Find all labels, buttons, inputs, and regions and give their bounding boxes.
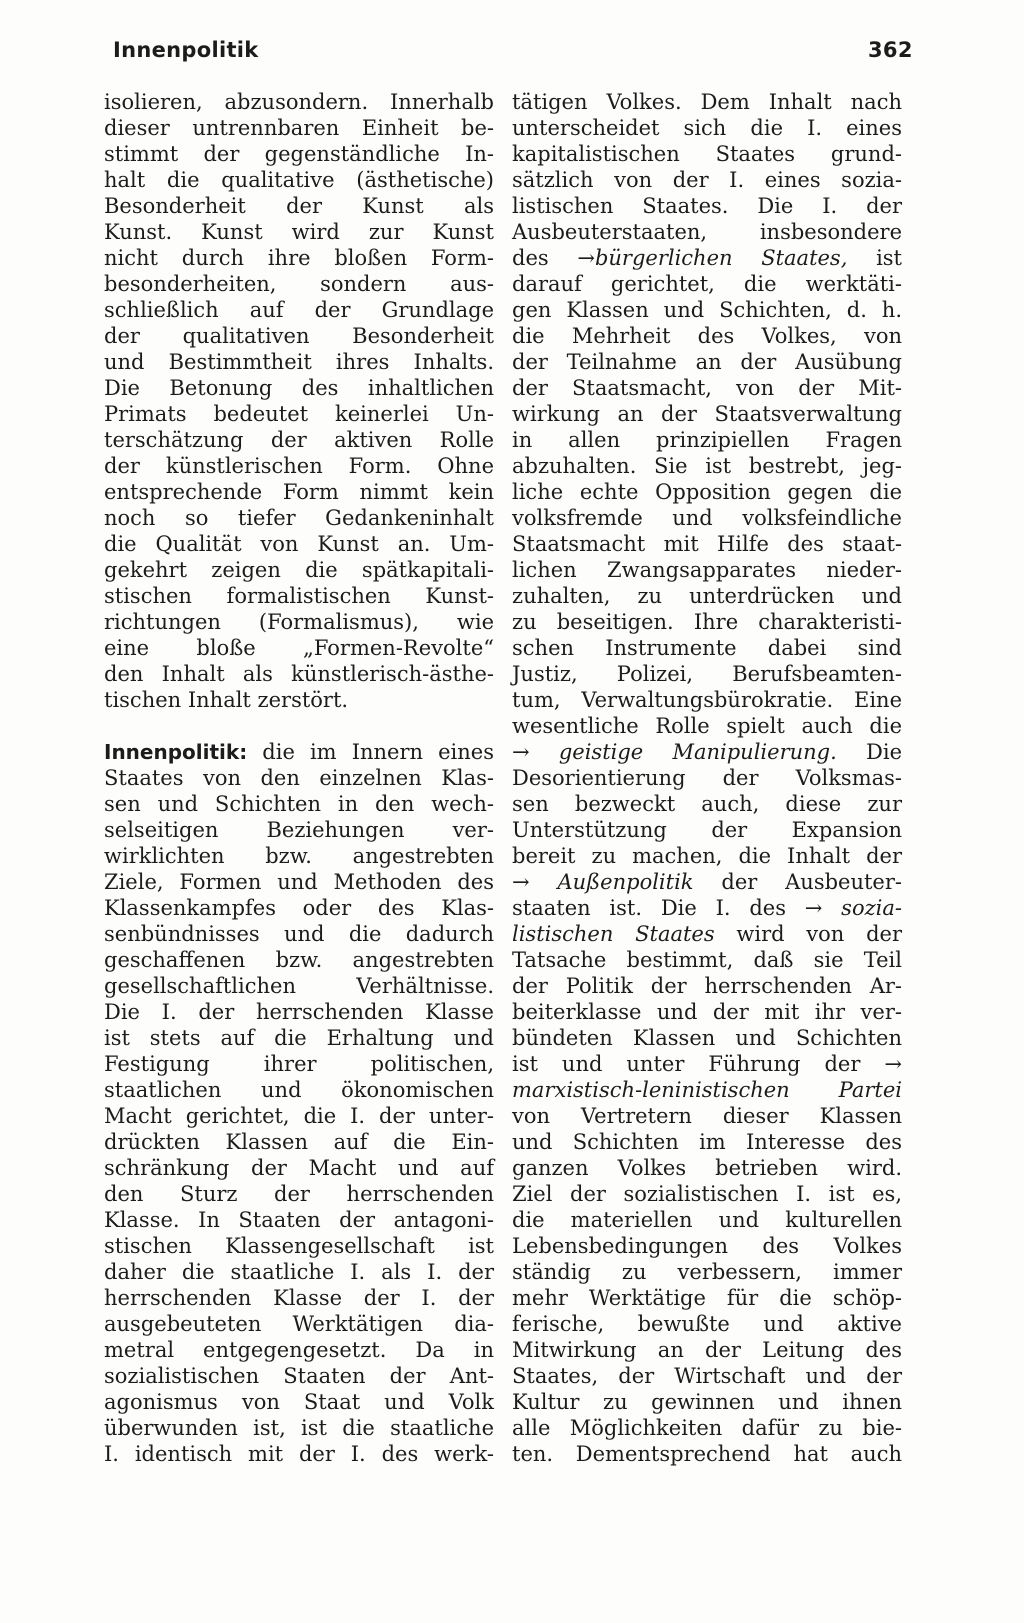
text-line: alle Möglichkeiten dafür zu bie- bbox=[512, 1416, 902, 1440]
text-line: überwunden ist, ist die staatliche bbox=[104, 1416, 494, 1440]
text-line: lichen Zwangsapparates nieder- bbox=[512, 558, 902, 582]
cross-reference-term: marxistisch-leninistischen Partei bbox=[512, 1078, 902, 1102]
text-line: und Bestimmtheit ihres Inhalts. bbox=[104, 350, 494, 374]
text-line: den Sturz der herrschenden bbox=[104, 1182, 494, 1206]
text-line: Primats bedeutet keinerlei Un- bbox=[104, 402, 494, 426]
text-line bbox=[512, 739, 902, 765]
text-line: ferische, bewußte und aktive bbox=[512, 1312, 902, 1336]
text-line: isolieren, abzusondern. Innerhalb bbox=[104, 90, 494, 114]
cross-reference-term: bürgerlichen Staates, bbox=[594, 246, 848, 270]
entry-keyword: Innenpolitik: bbox=[104, 740, 248, 764]
text-line: tischen Inhalt zerstört. bbox=[104, 688, 349, 712]
text-line: entsprechende Form nimmt kein bbox=[104, 480, 494, 504]
text-line: der Staatsmacht, von der Mit- bbox=[512, 376, 902, 400]
cross-reference-term: listischen Staates bbox=[512, 922, 715, 946]
text-line: den Inhalt als künstlerisch-ästhe- bbox=[104, 662, 494, 686]
text-line: Macht gerichtet, die I. der unter- bbox=[104, 1104, 494, 1128]
text-line: Klassenkampfes oder des Klas- bbox=[104, 896, 494, 920]
text-line: Lebensbedingungen des Volkes bbox=[512, 1234, 902, 1258]
text-line: listischen Staates. Die I. der bbox=[512, 194, 902, 218]
text-line bbox=[512, 1051, 902, 1077]
text-line: drückten Klassen auf die Ein- bbox=[104, 1130, 494, 1154]
text-line bbox=[512, 869, 902, 895]
text-line: wirklichten bzw. angestrebten bbox=[104, 844, 494, 868]
text-span: staaten ist. Die I. des bbox=[512, 896, 805, 920]
text-line: die Qualität von Kunst an. Um- bbox=[104, 532, 494, 556]
entry-first-line bbox=[104, 739, 494, 765]
text-line: noch so tiefer Gedankeninhalt bbox=[104, 506, 494, 530]
text-line: sen und Schichten in den wech- bbox=[104, 792, 494, 816]
text-line: die Mehrheit des Volkes, von bbox=[512, 324, 902, 348]
text-line: Mitwirkung an der Leitung des bbox=[512, 1338, 902, 1362]
text-line: die materiellen und kulturellen bbox=[512, 1208, 902, 1232]
text-line: sozialistischen Staaten der Ant- bbox=[104, 1364, 494, 1388]
text-line: Kultur zu gewinnen und ihnen bbox=[512, 1390, 902, 1414]
text-line: Staates, der Wirtschaft und der bbox=[512, 1364, 902, 1388]
running-head-title: Innenpolitik bbox=[113, 38, 259, 62]
text-line: bündeten Klassen und Schichten bbox=[512, 1026, 902, 1050]
text-line: der künstlerischen Form. Ohne bbox=[104, 454, 494, 478]
text-line: der Politik der herrschenden Ar- bbox=[512, 974, 902, 998]
cross-reference-term: sozia- bbox=[822, 896, 902, 920]
right-column bbox=[512, 89, 902, 1467]
text-line: sätzlich von der I. eines sozia- bbox=[512, 168, 902, 192]
text-line: abzuhalten. Sie ist bestrebt, jeg- bbox=[512, 454, 902, 478]
text-line: ausgebeuteten Werktätigen dia- bbox=[104, 1312, 494, 1336]
text-line: stischen formalistischen Kunst- bbox=[104, 584, 494, 608]
text-line: ganzen Volkes betrieben wird. bbox=[512, 1156, 902, 1180]
text-line: und Schichten im Interesse des bbox=[512, 1130, 902, 1154]
text-line: senbündnisses und die dadurch bbox=[104, 922, 494, 946]
text-line: schränkung der Macht und auf bbox=[104, 1156, 494, 1180]
text-line: tätigen Volkes. Dem Inhalt nach bbox=[512, 90, 902, 114]
text-span: Die bbox=[836, 740, 902, 764]
text-line: ständig zu verbessern, immer bbox=[512, 1260, 902, 1284]
text-line: sen bezweckt auch, diese zur bbox=[512, 792, 902, 816]
cross-reference-term: Außenpolitik bbox=[529, 870, 694, 894]
text-line: stischen Klassengesellschaft ist bbox=[104, 1234, 494, 1258]
text-line: Desorientierung der Volksmas- bbox=[512, 766, 902, 790]
cross-reference-arrow: → bbox=[512, 870, 530, 894]
text-span: der Ausbeuter- bbox=[693, 870, 902, 894]
text-line: terschätzung der aktiven Rolle bbox=[104, 428, 494, 452]
text-line: Besonderheit der Kunst als bbox=[104, 194, 494, 218]
text-line: schließlich auf der Grundlage bbox=[104, 298, 494, 322]
text-line: agonismus von Staat und Volk bbox=[104, 1390, 494, 1414]
text-line: Kunst. Kunst wird zur Kunst bbox=[104, 220, 494, 244]
text-line: Die I. der herrschenden Klasse bbox=[104, 1000, 494, 1024]
text-line: Tatsache bestimmt, daß sie Teil bbox=[512, 948, 902, 972]
text-line: dieser untrennbaren Einheit be- bbox=[104, 116, 494, 140]
text-line: geschaffenen bzw. angestrebten bbox=[104, 948, 494, 972]
text-line: zuhalten, zu unterdrücken und bbox=[512, 584, 902, 608]
text-line: in allen prinzipiellen Fragen bbox=[512, 428, 902, 452]
text-line: Ziel der sozialistischen I. ist es, bbox=[512, 1182, 902, 1206]
text-line bbox=[512, 921, 902, 947]
text-line bbox=[512, 895, 902, 921]
text-line: selseitigen Beziehungen ver- bbox=[104, 818, 494, 842]
text-line: unterscheidet sich die I. eines bbox=[512, 116, 902, 140]
cross-reference-term: geistige Manipulierung. bbox=[529, 740, 837, 764]
text-line: von Vertretern dieser Klassen bbox=[512, 1104, 902, 1128]
text-line: herrschenden Klasse der I. der bbox=[104, 1286, 494, 1310]
text-line: der Teilnahme an der Ausübung bbox=[512, 350, 902, 374]
text-span: die im Innern eines bbox=[247, 740, 494, 764]
text-line: ten. Dementsprechend hat auch bbox=[512, 1442, 902, 1466]
text-line: staatlichen und ökonomischen bbox=[104, 1078, 494, 1102]
text-line: nicht durch ihre bloßen Form- bbox=[104, 246, 494, 270]
text-line: halt die qualitative (ästhetische) bbox=[104, 168, 494, 192]
cross-reference-arrow: → bbox=[577, 246, 595, 270]
text-line: beiterklasse und der mit ihr ver- bbox=[512, 1000, 902, 1024]
text-line: daher die staatliche I. als I. der bbox=[104, 1260, 494, 1284]
text-line: gesellschaftlichen Verhältnisse. bbox=[104, 974, 494, 998]
text-line: metral entgegengesetzt. Da in bbox=[104, 1338, 494, 1362]
text-line: richtungen (Formalismus), wie bbox=[104, 610, 494, 634]
text-line: Ausbeuterstaaten, insbesondere bbox=[512, 220, 902, 244]
text-line: liche echte Opposition gegen die bbox=[512, 480, 902, 504]
text-line: tum, Verwaltungsbürokratie. Eine bbox=[512, 688, 902, 712]
text-line: mehr Werktätige für die schöp- bbox=[512, 1286, 902, 1310]
text-line: volksfremde und volksfeindliche bbox=[512, 506, 902, 530]
text-line bbox=[512, 1077, 902, 1103]
text-span: wird von der bbox=[714, 922, 902, 946]
text-line: ist stets auf die Erhaltung und bbox=[104, 1026, 494, 1050]
text-line: schen Instrumente dabei sind bbox=[512, 636, 902, 660]
text-line: Festigung ihrer politischen, bbox=[104, 1052, 494, 1076]
text-line: besonderheiten, sondern aus- bbox=[104, 272, 494, 296]
cross-reference-arrow: → bbox=[512, 740, 530, 764]
text-line: stimmt der gegenständliche In- bbox=[104, 142, 494, 166]
text-line: bereit zu machen, die Inhalt der bbox=[512, 844, 902, 868]
left-column bbox=[104, 89, 494, 1467]
text-line: I. identisch mit der I. des werk- bbox=[104, 1442, 494, 1466]
text-line: Staates von den einzelnen Klas- bbox=[104, 766, 494, 790]
text-line: Die Betonung des inhaltlichen bbox=[104, 376, 494, 400]
text-line: zu beseitigen. Ihre charakteristi- bbox=[512, 610, 902, 634]
text-span: ist und unter Führung der bbox=[512, 1052, 885, 1076]
text-line: wesentliche Rolle spielt auch die bbox=[512, 714, 902, 738]
page-number: 362 bbox=[868, 38, 913, 62]
text-span: ist bbox=[847, 246, 902, 270]
text-line: kapitalistischen Staates grund- bbox=[512, 142, 902, 166]
text-line: wirkung an der Staatsverwaltung bbox=[512, 402, 902, 426]
cross-reference-arrow: → bbox=[804, 896, 823, 920]
text-line: gen Klassen und Schichten, d. h. bbox=[512, 298, 902, 322]
text-line: gekehrt zeigen die spätkapitali- bbox=[104, 558, 494, 582]
text-line: Klasse. In Staaten der antagoni- bbox=[104, 1208, 494, 1232]
text-span: des bbox=[512, 246, 578, 270]
text-line bbox=[512, 245, 902, 271]
text-line: Unterstützung der Expansion bbox=[512, 818, 902, 842]
cross-reference-arrow: → bbox=[884, 1052, 902, 1076]
text-line: Ziele, Formen und Methoden des bbox=[104, 870, 494, 894]
text-line: der qualitativen Besonderheit bbox=[104, 324, 494, 348]
paragraph-gap bbox=[104, 713, 494, 739]
text-line: darauf gerichtet, die werktäti- bbox=[512, 272, 902, 296]
text-line: Justiz, Polizei, Berufsbeamten- bbox=[512, 662, 902, 686]
text-line: Staatsmacht mit Hilfe des staat- bbox=[512, 532, 902, 556]
text-line: eine bloße „Formen-Revolte“ bbox=[104, 636, 494, 660]
